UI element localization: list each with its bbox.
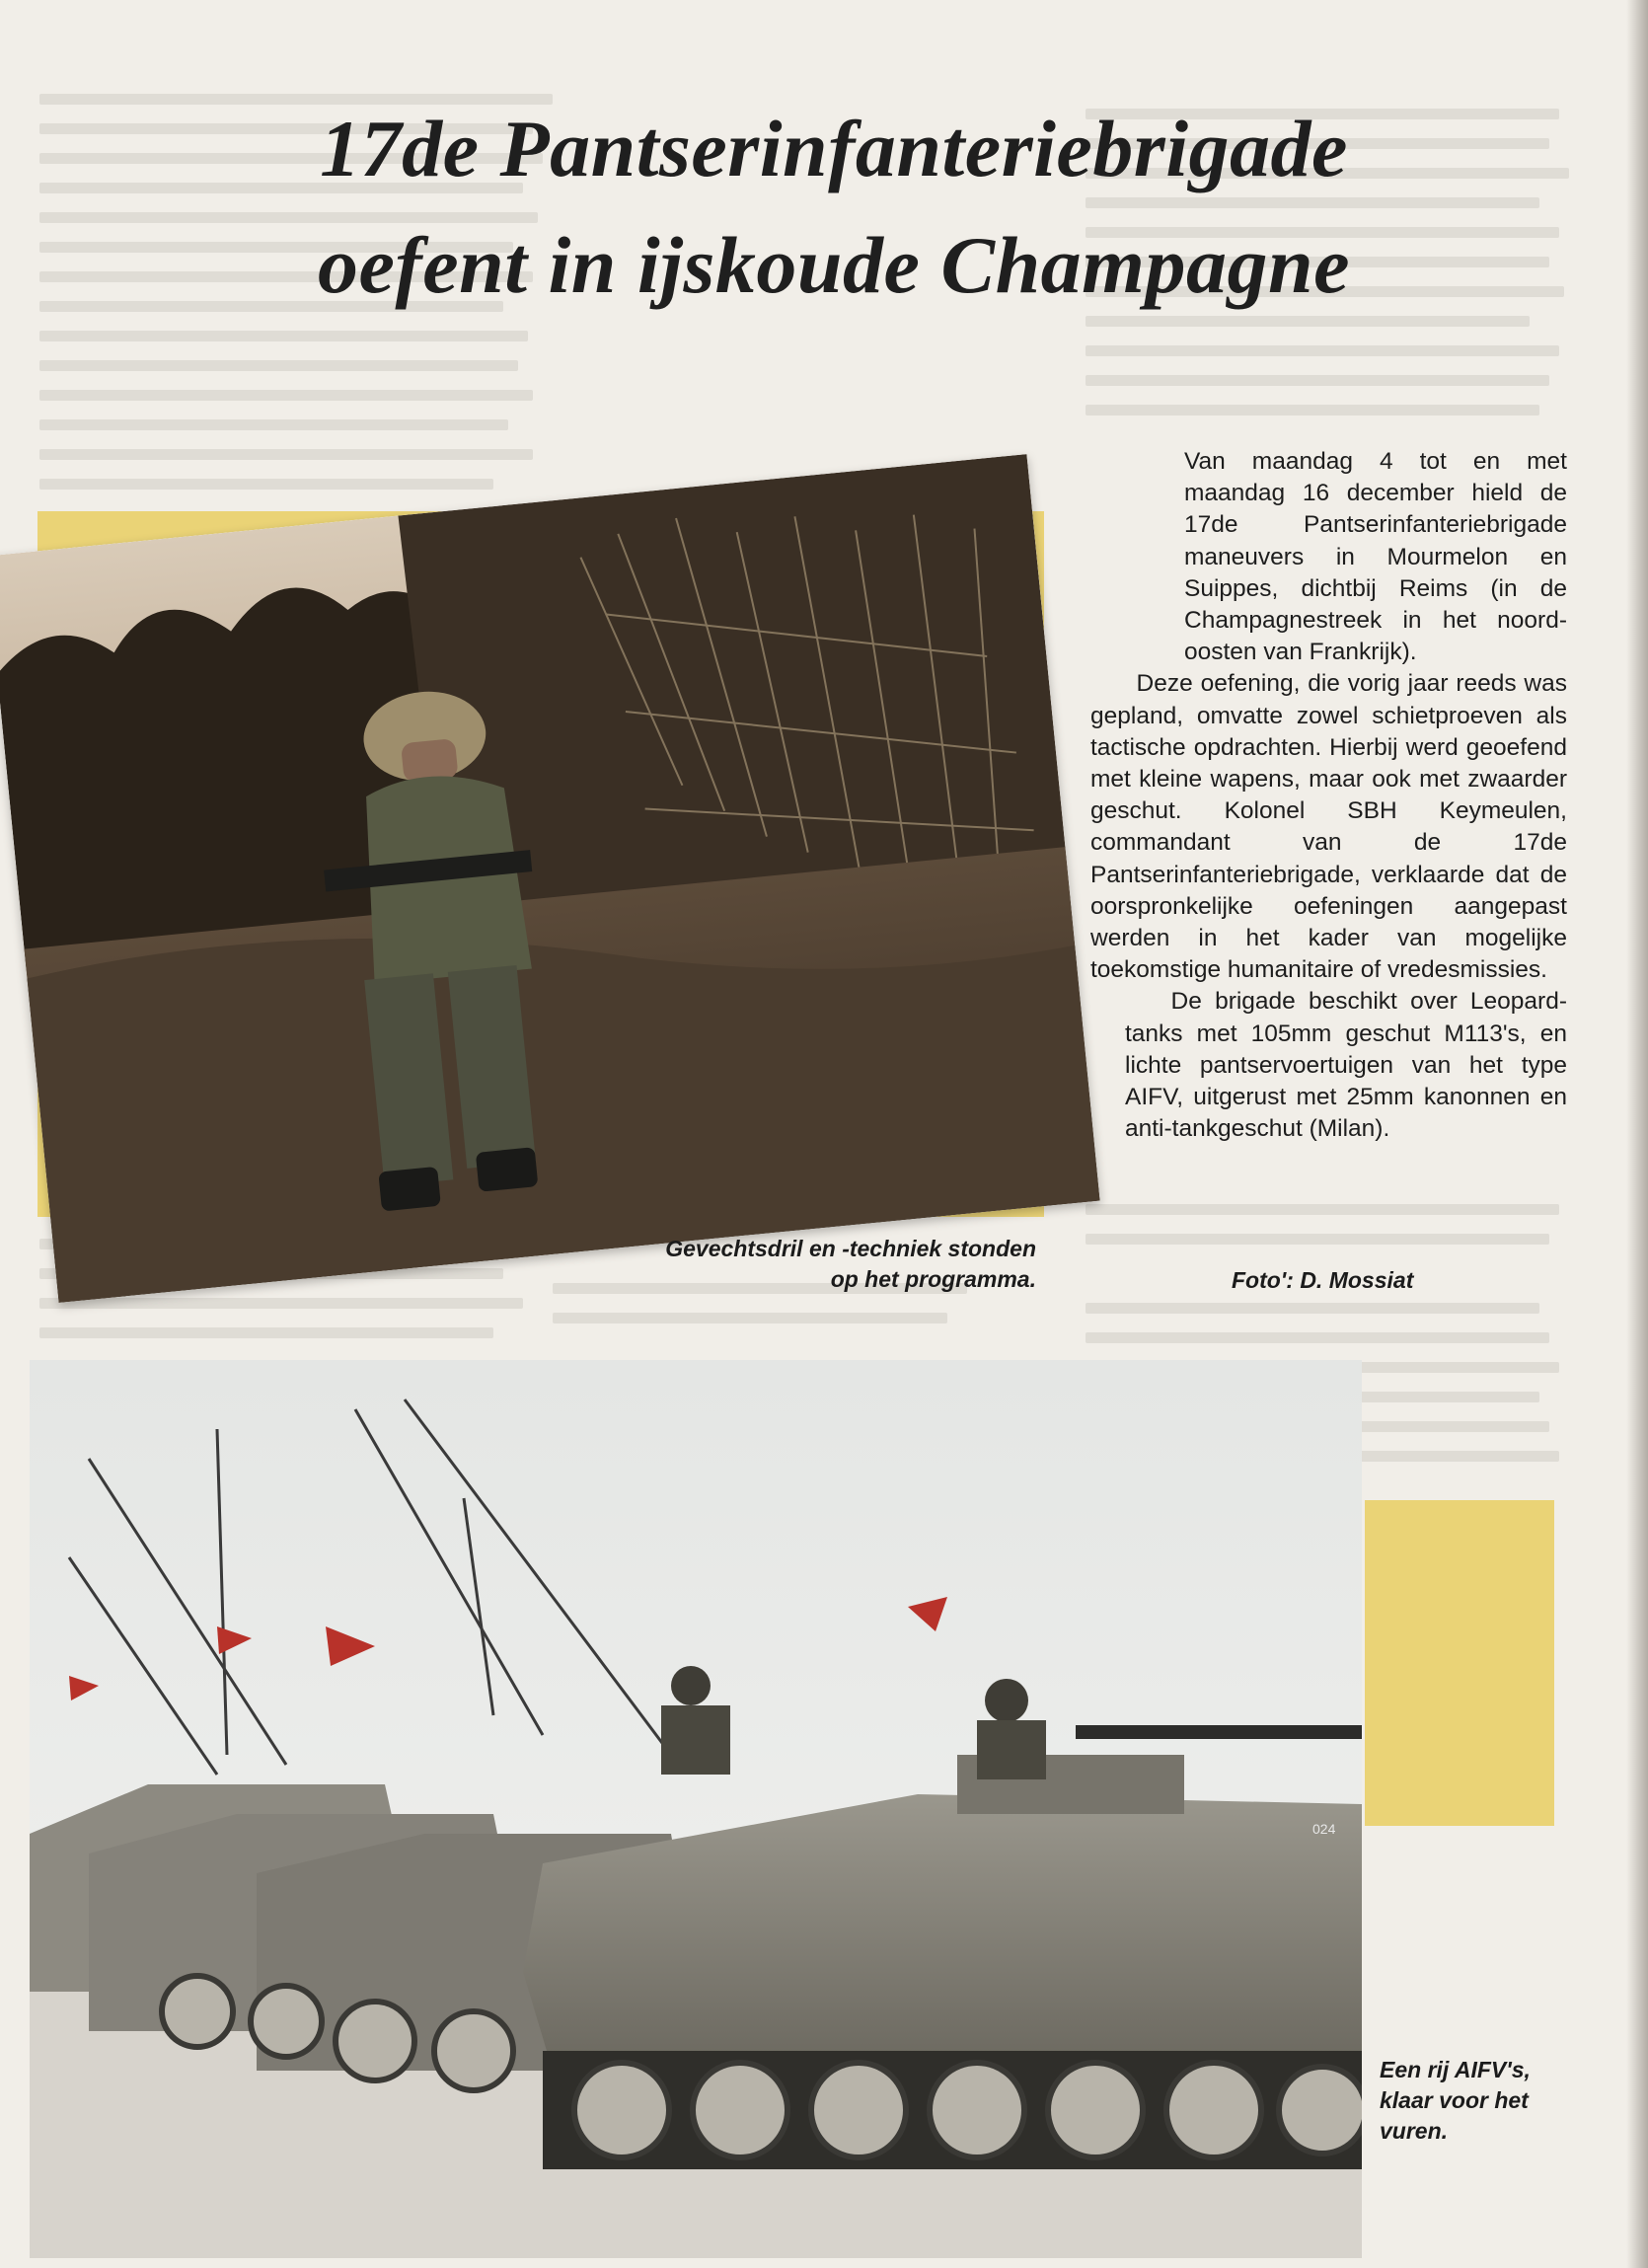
accent-block-right <box>1365 1500 1554 1826</box>
photo1-credit: Foto': D. Mossiat <box>1232 1267 1414 1293</box>
photo1-caption: Gevechtsdril en -techniek stonden op het programma. <box>665 1236 1036 1292</box>
vehicle-number: 024 <box>1312 1821 1336 1837</box>
paragraph-1: Van maandag 4 tot en met maandag 16 december hield de 17de Pantserinfanteriebrigade maneuvers in Mourmelon en Suippes, dichtbij Reims (in de Champagnestreek in het noord-oosten van Frankrijk). <box>1184 448 1567 666</box>
aifv-row-photo <box>30 1360 1362 2258</box>
article-body <box>1090 446 1567 1145</box>
paragraph-3: De brigade beschikt over Leopard-tanks met 105mm geschut M113's, en lichte pantservoertuigen van het type AIFV, uitgerust met 25mm kanonnen en anti-tankgeschut (Milan). <box>1125 988 1567 1143</box>
photo2-caption: Een rij AIFV's, klaar voor het vuren. <box>1380 2057 1531 2144</box>
aifv-row-image <box>30 1360 1362 2258</box>
soldier-photo <box>0 454 1100 1303</box>
headline-line-1: 17de Pantserinfanteriebrigade <box>320 104 1348 193</box>
page-edge-shadow <box>1626 0 1648 2268</box>
headline-line-2: oefent in ijskoude Champagne <box>318 220 1350 310</box>
paragraph-2: Deze oefening, die vorig jaar reeds was gepland, omvatte zowel schietproeven als tactische opdrachten. Hierbij werd geoefend met kleine wapens, maar ook met zwaarder geschut. Kolonel SBH Keymeulen, commandant van de 17de Pantserinfanteriebrigade, verklaarde dat de oorspronkelijke oefeningen aangepast werden in het kader van mogelijke toekomstige humanitaire of vredesmissies. <box>1090 670 1567 984</box>
soldier-photo-image <box>0 454 1100 1303</box>
